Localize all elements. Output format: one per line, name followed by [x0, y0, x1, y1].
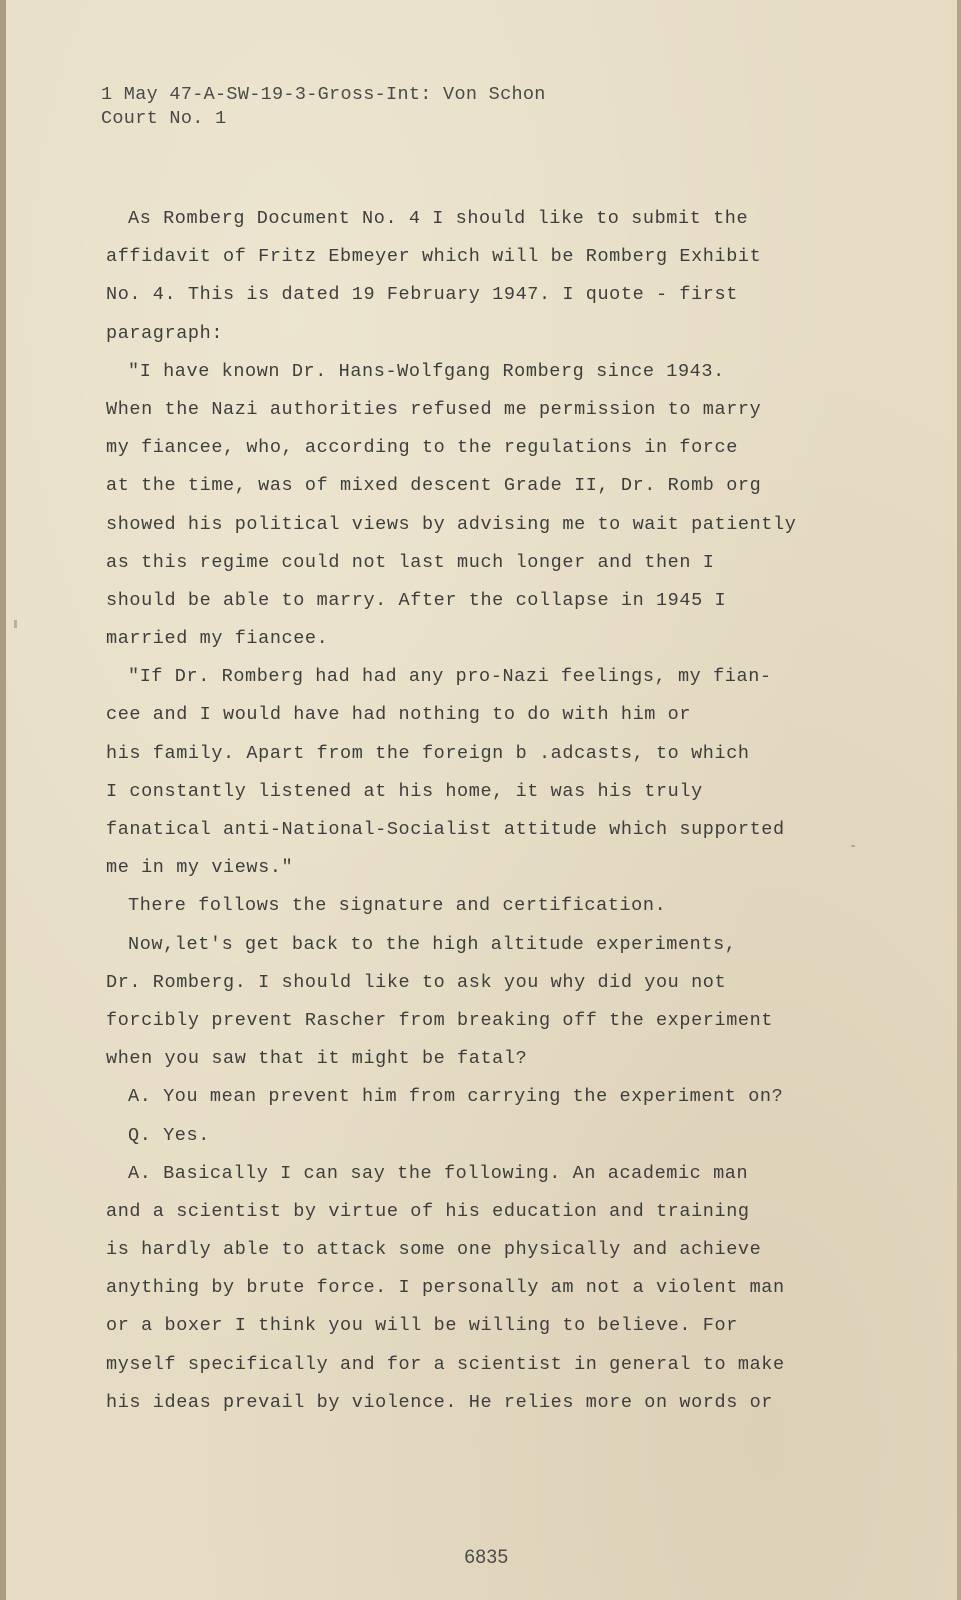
text-line: paragraph: [106, 322, 224, 344]
transcript-body [106, 200, 866, 1422]
paper-mark [14, 620, 17, 628]
text-line: his ideas prevail by violence. He relies more on words or [106, 1391, 774, 1413]
text-line: fanatical anti-National-Socialist attitude which supported [106, 819, 785, 840]
text-line: should be able to marry. After the collapse in 1945 I [106, 589, 727, 611]
text-line: Now,let's get back to the high altitude experiments, [128, 933, 737, 955]
text-line: There follows the signature and certification. [128, 895, 667, 917]
text-line: and a scientist by virtue of his education and training [106, 1200, 750, 1222]
text-line: my fiancee, who, according to the regulations in force [106, 437, 738, 459]
text-line: affidavit of Fritz Ebmeyer which will be Romberg Exhibit [106, 246, 762, 268]
text-line: married my fiancee. [106, 628, 329, 650]
text-line: or a boxer I think you will be willing to believe. For [106, 1315, 738, 1337]
text-line: When the Nazi authorities refused me permission to marry [106, 398, 762, 420]
text-line: anything by brute force. I personally am not a violent man [106, 1277, 785, 1299]
text-line: at the time, was of mixed descent Grade II, Dr. Romb org [106, 475, 762, 497]
text-line: as this regime could not last much longer and then I [106, 551, 715, 573]
header-court-line: Court No. 1 [101, 108, 227, 129]
text-line: his family. Apart from the foreign b .adcasts, to which [106, 742, 750, 764]
text-line: "I have known Dr. Hans-Wolfgang Romberg since 1943. [128, 360, 725, 382]
text-line: is hardly able to attack some one physically and achieve [106, 1239, 762, 1261]
text-line: when you saw that it might be fatal? [106, 1048, 528, 1070]
text-line: As Romberg Document No. 4 I should like to submit the [128, 208, 749, 229]
text-line: forcibly prevent Rascher from breaking off the experiment [106, 1009, 774, 1031]
text-line: Dr. Romberg. I should like to ask you why did you not [106, 971, 727, 993]
text-line: me in my views." [106, 857, 294, 879]
paper-mark [851, 845, 855, 847]
header-reference-line: 1 May 47-A-SW-19-3-Gross-Int: Von Schon [101, 84, 546, 105]
text-line: myself specifically and for a scientist in general to make [106, 1353, 785, 1375]
text-line: showed his political views by advising me to wait patiently [106, 513, 797, 535]
text-line: I constantly listened at his home, it was his truly [106, 780, 703, 802]
text-line: A. You mean prevent him from carrying the experiment on? [128, 1086, 784, 1108]
text-line: Q. Yes. [128, 1124, 210, 1146]
text-line: No. 4. This is dated 19 February 1947. I quote - first [106, 284, 738, 306]
text-line: A. Basically I can say the following. An academic man [128, 1162, 749, 1184]
transcript-header [101, 83, 546, 131]
text-line: "If Dr. Romberg had had any pro-Nazi feelings, my fian- [128, 666, 772, 688]
text-line: cee and I would have had nothing to do with him or [106, 704, 692, 726]
page-number: 6835 [464, 1547, 509, 1568]
